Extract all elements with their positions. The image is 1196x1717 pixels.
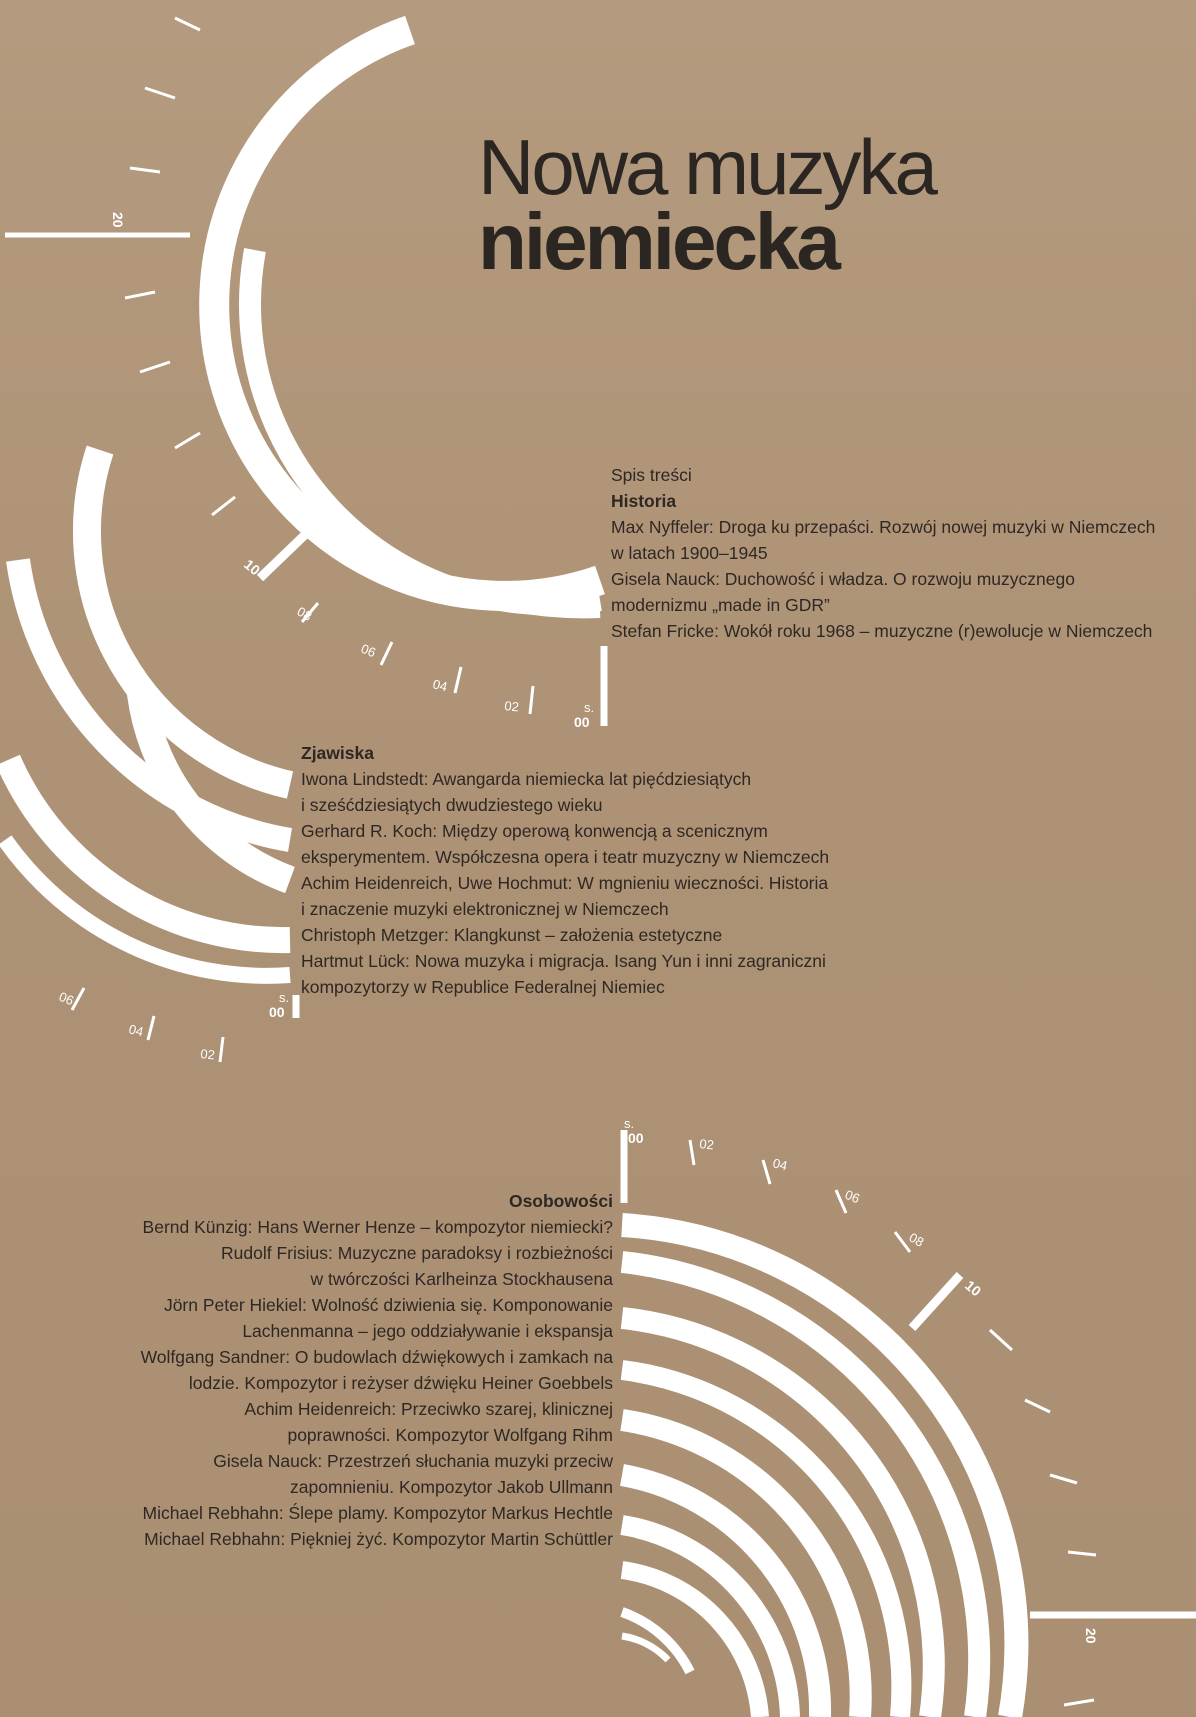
section-heading-osobowosci: Osobowości [508, 1191, 613, 1211]
tick-top [130, 168, 160, 172]
arc-top-1 [214, 30, 600, 596]
title-line-1: Nowa muzyka [478, 123, 935, 211]
dial-label-06-mid: 06 [56, 988, 76, 1009]
book-title [478, 123, 935, 286]
toc-line: Max Nyffeler: Droga ku przepaści. Rozwój nowej muzyki w Niemczech [611, 517, 1156, 537]
tick-bot [990, 1330, 1012, 1350]
dial-label-00-mid: 00 [269, 1004, 285, 1020]
toc-line: Stefan Fricke: Wokół roku 1968 – muzyczne (r)ewolucje w Niemczech [611, 621, 1153, 641]
dial-label-s-bot: s. [624, 1116, 635, 1131]
tick-bot [912, 1275, 960, 1328]
toc-line: w twórczości Karlheinza Stockhausena [310, 1269, 613, 1289]
toc-line: Wolfgang Sandner: O budowlach dźwiękowych i zamkach na [140, 1347, 613, 1367]
dial-label-08-bot: 08 [906, 1229, 927, 1250]
dial-label-02-bot: 02 [698, 1136, 715, 1153]
dial-label-04-mid: 04 [127, 1021, 145, 1040]
tick-top [175, 18, 200, 30]
toc-line: Achim Heidenreich, Uwe Hochmut: W mgnieniu wieczności. Historia [301, 873, 829, 893]
toc-line: Gerhard R. Koch: Między operową konwencją a scenicznym [301, 821, 768, 841]
tick-bot [690, 1140, 694, 1165]
dial-label-s-top: s. [584, 700, 595, 715]
tick-mid [220, 1037, 223, 1062]
dial-label-00-top: 00 [574, 714, 590, 730]
tick-bot [1068, 1552, 1096, 1555]
tick-bot [836, 1190, 846, 1213]
toc-line: Gisela Nauck: Duchowość i władza. O rozwoju muzycznego [611, 569, 1075, 589]
arc-top-2 [250, 250, 600, 604]
title-line-2: niemiecka [478, 197, 838, 286]
dial-label-10-top: 10 [241, 556, 264, 579]
dial-label-02-top: 02 [503, 698, 520, 715]
dial-label-02-mid: 02 [199, 1046, 216, 1063]
toc-line: i sześćdziesiątych dwudziestego wieku [301, 795, 603, 815]
toc-line: poprawności. Kompozytor Wolfgang Rihm [287, 1425, 613, 1445]
tick-bot [1050, 1475, 1077, 1483]
dial-label-06-top: 06 [358, 640, 378, 661]
tick-mid [148, 1016, 154, 1040]
toc-line: Gisela Nauck: Przestrzeń słuchania muzyki przeciw [213, 1451, 613, 1471]
dial-label-20-top: 20 [110, 212, 126, 228]
toc-line: Lachenmanna – jego oddziaływanie i ekspansja [242, 1321, 613, 1341]
toc-historia [611, 462, 1155, 644]
toc-line: Christoph Metzger: Klangkunst – założenia estetyczne [301, 925, 723, 945]
toc-line: Achim Heidenreich: Przeciwko szarej, klinicznej [244, 1399, 613, 1419]
dial-label-04-top: 04 [431, 676, 449, 695]
tick-top [455, 667, 461, 693]
toc-line: w latach 1900–1945 [611, 543, 768, 563]
toc-line: Michael Rebhahn: Piękniej żyć. Kompozytor Martin Schüttler [144, 1529, 613, 1549]
toc-line: Jörn Peter Hiekiel: Wolność dziwienia się. Komponowanie [163, 1295, 613, 1315]
tick-top [175, 433, 200, 448]
tick-bot [763, 1160, 770, 1184]
toc-osobowosci [53, 1188, 613, 1552]
section-heading-historia: Historia [611, 491, 677, 511]
toc-zjawiska [301, 740, 829, 1000]
toc-line: Hartmut Lück: Nowa muzyka i migracja. Isang Yun i inni zagraniczni [301, 951, 826, 971]
dial-label-10-bot: 10 [962, 1277, 985, 1300]
dial-label-06-bot: 06 [842, 1186, 862, 1207]
tick-top [212, 497, 235, 515]
arc-bot-9 [622, 1612, 690, 1672]
dial-label-s-mid: s. [279, 990, 290, 1005]
tick-top [125, 292, 155, 298]
toc-line: kompozytorzy w Republice Federalnej Niemiec [301, 977, 665, 997]
tick-top [260, 528, 312, 578]
toc-line: eksperymentem. Współczesna opera i teatr muzyczny w Niemczech [301, 847, 830, 867]
tick-bot [1064, 1700, 1094, 1705]
tick-top [381, 642, 392, 665]
tick-top [145, 88, 175, 98]
toc-line: modernizmu „made in GDR” [611, 595, 830, 615]
dial-label-20-bot: 20 [1083, 1628, 1099, 1644]
toc-line: zapomnieniu. Kompozytor Jakob Ullmann [290, 1477, 613, 1497]
toc-line: Michael Rebhahn: Ślepe plamy. Kompozytor Markus Hechtle [142, 1503, 613, 1523]
toc-line: Rudolf Frisius: Muzyczne paradoksy i rozbieżności [221, 1243, 613, 1263]
tick-bot [1025, 1400, 1050, 1412]
dial-label-00-bot: 00 [628, 1130, 644, 1146]
toc-line: lodzie. Kompozytor i reżyser dźwięku Heiner Goebbels [188, 1373, 613, 1393]
toc-line: i znaczenie muzyki elektronicznej w Niemczech [301, 899, 669, 919]
dial-label-04-bot: 04 [771, 1155, 789, 1174]
toc-line: Bernd Künzig: Hans Werner Henze – kompozytor niemiecki? [142, 1217, 613, 1237]
toc-line: Iwona Lindstedt: Awangarda niemiecka lat pięćdziesiątych [301, 769, 752, 789]
tick-top [140, 362, 170, 372]
section-heading-zjawiska: Zjawiska [301, 743, 374, 763]
dial-label-08-top: 08 [294, 603, 315, 624]
toc-label: Spis treści [611, 465, 692, 485]
arc-mid-1 [87, 450, 290, 785]
tick-top [530, 686, 533, 714]
